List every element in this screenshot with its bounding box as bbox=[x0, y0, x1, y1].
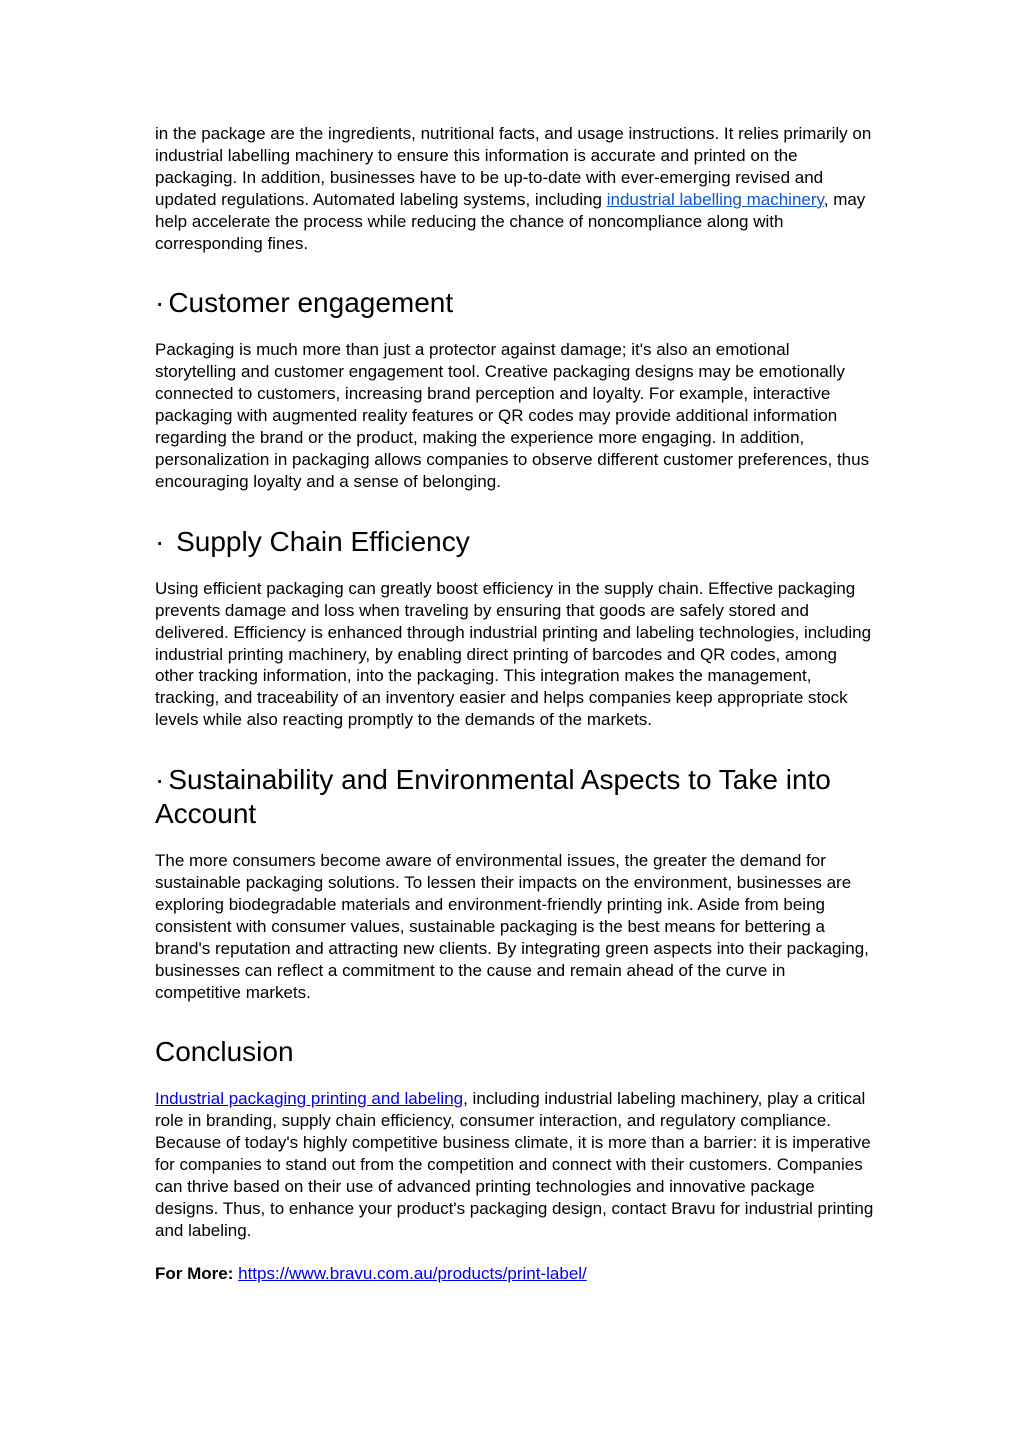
industrial-labelling-machinery-link[interactable]: industrial labelling machinery bbox=[606, 189, 824, 209]
intro-text-after-link: , may help accelerate the process while reducing the chance of noncompliance along with corresponding fines. bbox=[155, 189, 866, 253]
section-heading-customer-engagement bbox=[155, 286, 875, 320]
bullet-icon: · bbox=[155, 525, 165, 557]
conclusion-body-text: , including industrial labeling machinery, play a critical role in branding, supply chain efficiency, consumer interaction, and regulatory compliance. Because of today's highly competitive business climate, it is more than a barrier: it is imperative for companies to stand out from the competition and connect with their customers. Companies can thrive based on their use of advanced printing technologies and innovative package designs. Thus, to enhance your product's packaging design, contact Bravu for industrial printing and labeling. bbox=[155, 1089, 874, 1240]
industrial-packaging-printing-link[interactable]: Industrial packaging printing and labeling bbox=[155, 1089, 464, 1109]
section-heading-supply-chain-efficiency bbox=[155, 525, 875, 559]
for-more-line bbox=[155, 1263, 875, 1285]
bullet-icon: · bbox=[155, 764, 165, 796]
section-body-sustainability: The more consumers become aware of environmental issues, the greater the demand for sustainable packaging solutions. To lessen their impacts on the environment, businesses are exploring biodegradable materials and environment-friendly printing ink. Aside from being consistent with consumer values, sustainable packaging is the best means for bettering a brand's reputation and attracting new clients. By integrating green aspects into their packaging, businesses can reflect a commitment to the cause and remain ahead of the curve in competitive markets. bbox=[155, 851, 869, 1002]
bullet-icon: · bbox=[155, 287, 165, 319]
conclusion-heading: Conclusion bbox=[155, 1036, 294, 1068]
section-heading-text: Supply Chain Efficiency bbox=[176, 525, 470, 557]
section-heading-text: Customer engagement bbox=[168, 287, 454, 319]
for-more-url-link[interactable]: https://www.bravu.com.au/products/print-label/ bbox=[238, 1263, 587, 1283]
section-body-customer-engagement: Packaging is much more than just a protector against damage; it's also an emotional storytelling and customer engagement tool. Creative packaging designs may be emotionally connected to customers, increasing brand perception and loyalty. For example, interactive packaging with augmented reality features or QR codes may provide additional information regarding the brand or the product, making the experience more engaging. In addition, personalization in packaging allows companies to observe different customer preferences, thus encouraging loyalty and a sense of belonging. bbox=[155, 340, 870, 491]
section-body-supply-chain-efficiency: Using efficient packaging can greatly boost efficiency in the supply chain. Effective packaging prevents damage and loss when traveling by ensuring that goods are safely stored and delivered. Efficiency is enhanced through industrial printing and labeling technologies, including industrial printing machinery, by enabling direct printing of barcodes and QR codes, among other tracking information, into the packaging. This integration makes the management, tracking, and traceability of an inventory easier and helps companies keep appropriate stock levels while also reacting promptly to the demands of the markets. bbox=[155, 578, 872, 730]
intro-paragraph bbox=[155, 123, 875, 254]
section-heading-text: Sustainability and Environmental Aspects to Take into Account bbox=[155, 764, 831, 830]
intro-text-before-link: in the package are the ingredients, nutritional facts, and usage instructions. It relies primarily on industrial labelling machinery to ensure this information is accurate and printed on the packaging. In addition, businesses have to be up-to-date with ever-emerging revised and updated regulations. Automated labeling systems, including bbox=[155, 124, 872, 209]
section-heading-sustainability bbox=[155, 763, 875, 831]
conclusion-paragraph bbox=[155, 1088, 875, 1241]
for-more-label: For More: bbox=[155, 1263, 234, 1283]
document-page bbox=[155, 123, 875, 1285]
